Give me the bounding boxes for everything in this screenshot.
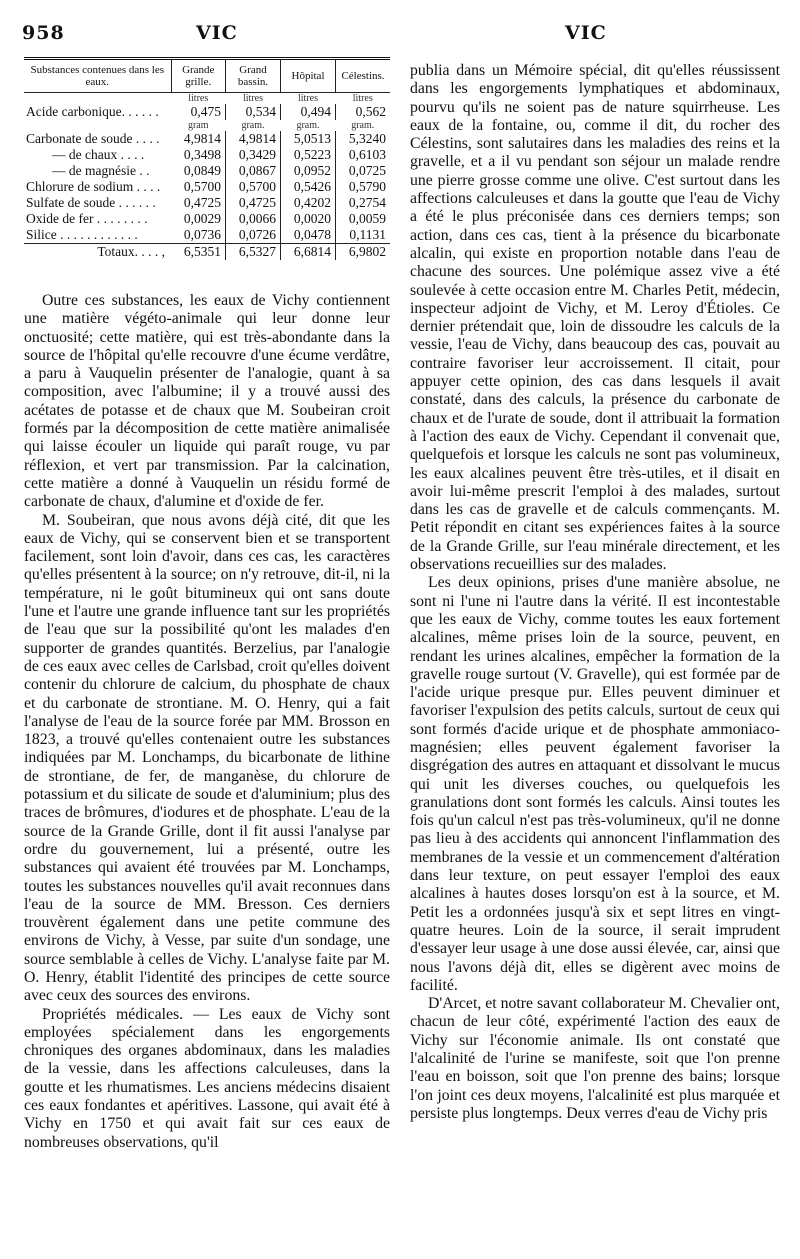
unit: litres — [298, 93, 318, 104]
composition-table — [24, 57, 390, 260]
unit: gram. — [241, 120, 265, 131]
table-total-cell: 6,5351 — [171, 244, 226, 261]
table-cell: 0,1131 — [349, 227, 386, 242]
table-cell: 0,5700 — [171, 179, 226, 195]
table-col-hopital: Hôpital — [281, 59, 336, 93]
table-row — [24, 147, 390, 163]
table-cell: 0,562 — [355, 104, 386, 119]
running-head-left: VIC — [196, 22, 238, 44]
table-cell: 0,3429 — [226, 147, 281, 163]
table-cell: 5,3240 — [348, 131, 386, 146]
right-column — [410, 62, 780, 1123]
table-row-label: Carbonate de soude . . . . — [26, 131, 160, 146]
table-row — [24, 227, 390, 244]
table-total-cell: 6,6814 — [281, 244, 336, 261]
unit: gram. — [351, 120, 375, 131]
table-row-label: Oxide de fer . . . . . . . . — [26, 211, 148, 226]
paragraph: Propriétés médicales. — Les eaux de Vichy sont employées spécialement dans les engorgements chroniques des organes abdominaux, dans les maladies de la vessie, dans les affections calculeuses, dans la goutte et les rhumatismes. Les anciens médecins disaient ces eaux fondantes et apéritives. Lassone, qui avait été à Vichy en 1750 et qui avait fait sur ces eaux de nombreuses observations, qu'il — [24, 1005, 390, 1151]
table-cell: 0,534 — [226, 104, 281, 120]
table-cell: 5,0513 — [281, 131, 336, 147]
table-total-cell: 6,5327 — [226, 244, 281, 261]
table-cell: 0,4725 — [226, 195, 281, 211]
table-cell: 0,0059 — [348, 211, 386, 226]
table-cell: 0,0849 — [171, 163, 226, 179]
table-cell: 0,494 — [281, 104, 336, 120]
left-column — [24, 292, 390, 1152]
table-cell: 0,0726 — [226, 227, 281, 244]
table-cell: 0,5700 — [226, 179, 281, 195]
table-cell: 0,5223 — [281, 147, 336, 163]
paragraph: Les deux opinions, prises d'une manière absolue, ne sont ni l'une ni l'autre dans la vérité. Il est incontestable que les eaux de Vichy, comme toutes les eaux fortement alcalines, même prises loin de la source, peuvent, en rendant les urines alcalines, empêcher la formation de la gravelle rouge surtout (V. Gravelle), qui est formée par de l'acide urique presque pur. Elles peuvent diminuer et favoriser l'expulsion des petits calculs, surtout de ceux qui sont formés d'acide urique et de phosphate ammoniaco-magnésien; elles peuvent également favoriser la disgrégation des autres en attaquant et dissolvant le mucus qui unit les diverses couches, ou quelquefois les granulations dont sont formés les calculs. Ainsi toutes les fois qu'un calcul n'est pas très-volumineux, qu'il ne donne pas lieu à des accidents qui annoncent l'inflammation des membranes de la vessie et un commencement d'altération dans leur texture, on peut essayer l'emploi des eaux alcalines à hautes doses lorsqu'on est à la source, et M. Petit les a ordonnées jusqu'à six et sept litres en vingt-quatre heures. Loin de la source, il serait imprudent d'essayer leur usage à une dose aussi élevée, car, ainsi que nous l'avons déjà dit, elles se digèrent avec moins de facilité. — [410, 574, 780, 994]
table-row-label: Sulfate de soude . . . . . . — [26, 195, 156, 210]
unit: gram. — [296, 120, 320, 131]
table-cell: 0,0867 — [226, 163, 281, 179]
unit: litres — [243, 93, 263, 104]
unit: litres — [188, 93, 209, 104]
table-col-substances: Substances contenues dans les eaux. — [24, 59, 171, 93]
table-cell: 0,0066 — [226, 211, 281, 227]
table-row — [24, 131, 390, 147]
table-cell: 0,475 — [171, 104, 226, 120]
table-row-label: Silice . . . . . . . . . . . . — [26, 227, 138, 242]
table-cell: 0,5426 — [281, 179, 336, 195]
table-total-label: Totaux. . . . , — [24, 244, 171, 261]
table-cell: 0,0736 — [171, 227, 226, 244]
paragraph: M. Soubeiran, que nous avons déjà cité, dit que les eaux de Vichy, qui se conservent bien et se transportent facilement, sont loin d'avoir, dans ces cas, les caractères qu'elles présentent à la source; on n'y retrouve, dit-il, ni la température, ni le goût bitumineux qui ont sans doute l'une et l'autre une grande influence tant sur les propriétés de l'eau que sur la possibilité qu'ont les malades d'en supporter de grandes quantités. Berzelius, par l'analogie de ces eaux avec celles de Carlsbad, croit qu'elles doivent contenir du chlorure de calcium, du phosphate de chaux et du carbonate de strontiane. M. O. Henry, qui a fait l'analyse de l'eau de la source forée par MM. Brosson en 1823, a trouvé qu'elles contenaient outre les substances indiquées par M. Lonchamps, du bicarbonate de lithine de strontiane, de fer, de manganèse, du chlorure de potassium et du silicate de soude et d'aluminium; plus des traces de brômures, d'iodures et de phosphate. L'eau de la source de la Grande Grille, dont il fit aussi l'analyse par ordre du gouvernement, lui a présenté, outre les substances qui avaient été trouvées par M. Lonchamps, toutes les substances nouvelles qu'il avait reconnues dans l'eau de la source de MM. Bresson. Ces derniers trouvèrent également dans une petite commune des environs de Vichy, à Vesse, par suite d'un sondage, une source semblable à celles de Vichy. L'analyse faite par M. O. Henry, établit l'identité des principes de cette source avec ceux des sources des environs. — [24, 511, 390, 1005]
table-cell: 0,4725 — [171, 195, 226, 211]
page-number: 958 — [22, 22, 65, 44]
table-cell: 0,0478 — [281, 227, 336, 244]
table-col-celestins: Célestins. — [336, 59, 391, 93]
table-col-grand-bassin: Grand bassin. — [226, 59, 281, 93]
table-cell: 0,4202 — [281, 195, 336, 211]
unit: gram — [187, 120, 209, 131]
table-cell: 4,9814 — [171, 131, 226, 147]
table-cell: 0,3498 — [171, 147, 226, 163]
table-cell: 0,6103 — [348, 147, 386, 162]
running-head-right: VIC — [565, 22, 607, 44]
table-row-label: — de magnésie . . — [52, 163, 150, 178]
table-cell: 0,0020 — [281, 211, 336, 227]
table-cell: 0,0725 — [348, 163, 386, 178]
table-row — [24, 211, 390, 227]
table-col-grande-grille: Grande grille. — [171, 59, 226, 93]
table-row — [24, 195, 390, 211]
unit: litres — [352, 93, 373, 104]
table-cell: 0,0029 — [171, 211, 226, 227]
table-total-cell: 6,9802 — [336, 244, 391, 261]
table-cell: 0,0952 — [281, 163, 336, 179]
table-row-label: Chlorure de sodium . . . . — [26, 179, 161, 194]
table-row-label: — de chaux . . . . — [52, 147, 145, 162]
table-row-label: Acide carbonique. . . . . . — [26, 104, 159, 119]
table-cell: 4,9814 — [226, 131, 281, 147]
table-row — [24, 179, 390, 195]
page-header — [0, 0, 800, 44]
table-cell: 0,2754 — [348, 195, 386, 210]
paragraph: publia dans un Mémoire spécial, dit qu'elles réussissent dans les engorgements lymphatiques et abdominaux, pourvu qu'ils ne soient pas de nature squirrheuse. Les eaux de la fontaine, ou, comme il dit, du rocher des Célestins, sont salutaires dans les maladies des reins et la gravelle, et a il vu pendant son séjour un malade rendre une pierre grosse comme une olive. C'est surtout dans les affections calculeuses et dans la goutte que l'eau de Vichy a été le plus préconisée dans ces derniers temps; son action, dans ces cas, tient à la présence du bicarbonate alcalin, qui existe en proportion notable dans l'eau de chacune des sources. Une polémique assez vive a été soulevée à cette occasion entre M. Charles Petit, médecin, inspecteur adjoint de Vichy, et M. Leroy d'Étioles. Ce dernier prétendait que, loin de dissoudre les calculs de la vessie, l'eau de Vichy, dans beaucoup des cas, pouvait au contraire favoriser leur accroissement. Il citait, pour appuyer cette opinion, des cas dans lesquels il avait constaté, dans des calculs, la présence du carbonate de chaux et de l'urate de soude, dont il attribuait la formation à l'action des eaux de Vichy. Cependant il convenait que, quelquefois et lorsque les calculs ne sont pas volumineux, les eaux alcalines peuvent être très-utiles, et il disait en avoir lui-même prescrit l'emploi à des malades, surtout dans les cas de gravelle et de calculs commençants. M. Petit répondit en citant ses expériences faites à la source de la Grande Grille, sur l'eau minérale directement, et les observations recueillies sur des malades. — [410, 62, 780, 574]
paragraph: Outre ces substances, les eaux de Vichy contiennent une matière végéto-animale qui leur donne leur onctuosité; cette matière, qui est très-abondante dans la source de l'hôpital qu'elle recouvre d'une écume verdâtre, a paru à Vauquelin présenter de l'analogie, quant à sa composition, avec l'albumine; il y a trouvé aussi des acétates de potasse et de chaux que M. Soubeiran croit formés par la décomposition de cette matière animalisée qui laisse écouler un liquide qui paraît rouge, vu par réflexion, et vert par transmission. Par la calcination, cette matière a donné à Vauquelin un résidu formé de carbonate de chaux, d'alumine et d'oxide de fer. — [24, 292, 390, 511]
paragraph: D'Arcet, et notre savant collaborateur M. Chevalier ont, chacun de leur côté, expérimenté l'action des eaux de Vichy sur l'économie animale. Ils ont constaté que l'alcalinité de l'urine se manifeste, soit que l'on prenne l'eau en boisson, soit que l'on prenne des bains; lorsque l'on joint ces deux moyens, l'alcalinité est plus marquée et persiste plus longtemps. Deux verres d'eau de Vichy pris — [410, 995, 781, 1122]
table-row — [24, 163, 390, 179]
table-cell: 0,5790 — [348, 179, 386, 194]
